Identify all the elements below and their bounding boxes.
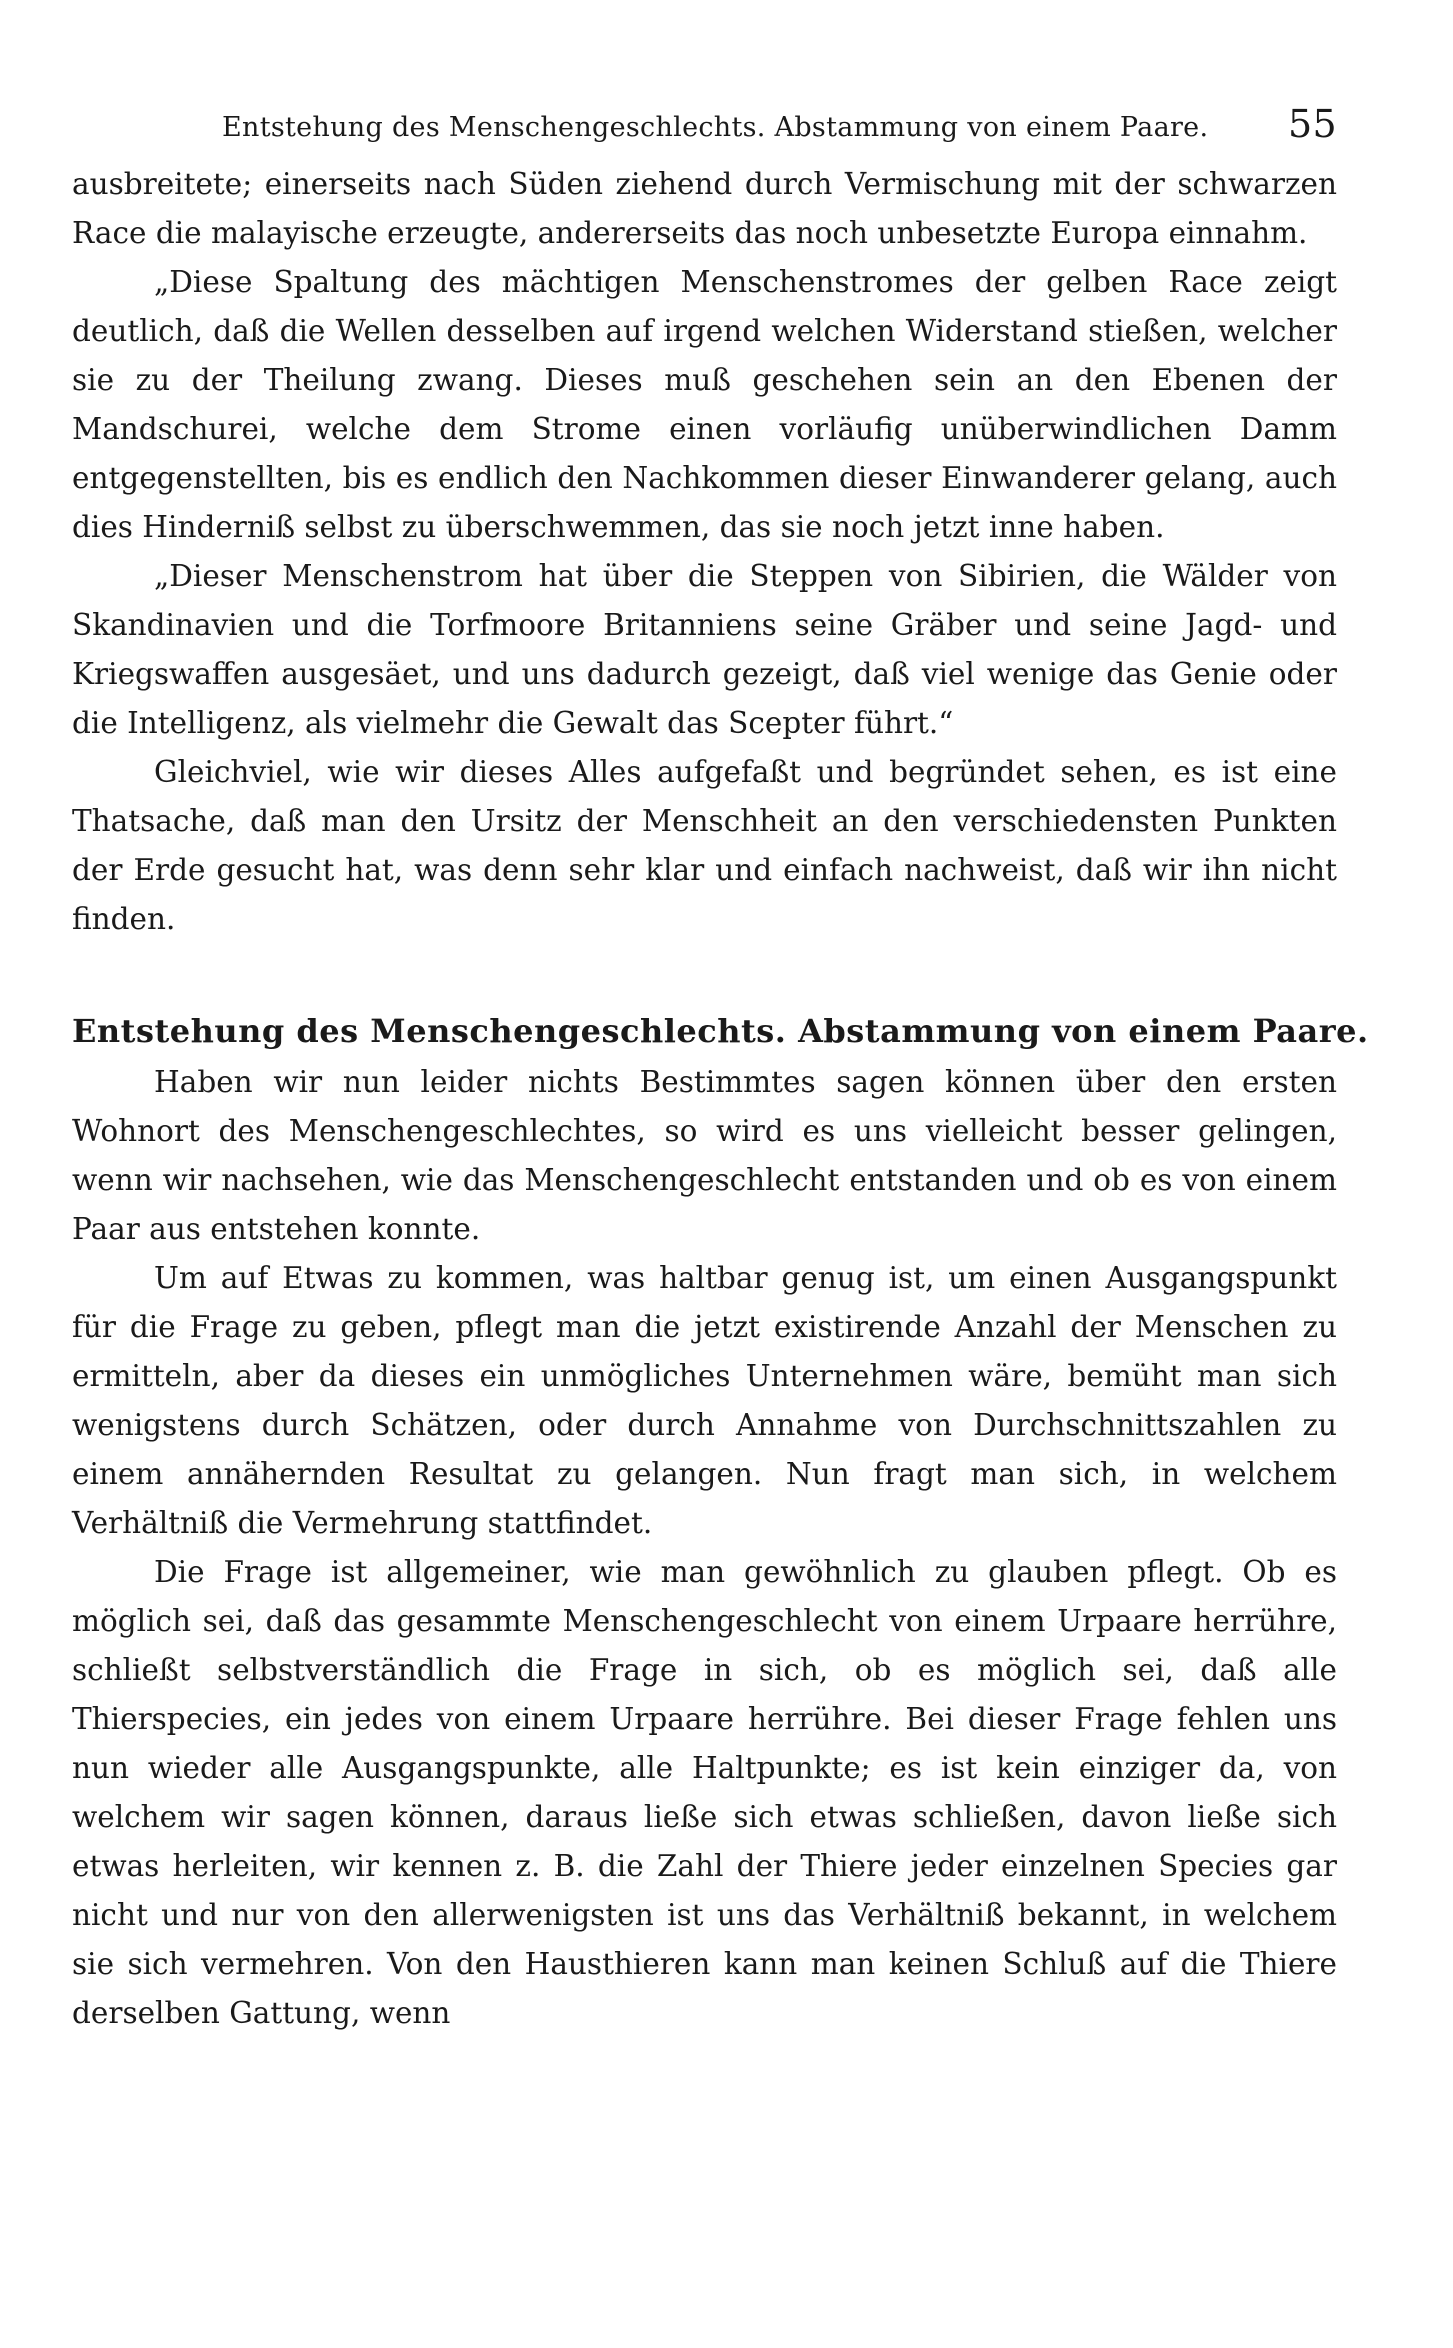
- paragraph: Um auf Etwas zu kommen, was haltbar genug ist, um einen Ausgangspunkt für die Frage zu geben, pflegt man die jetzt existirende Anzahl der Menschen zu ermitteln, aber da dieses ein unmögliches Unternehmen wäre, bemüht man sich wenigstens durch Schätzen, oder durch Annahme von Durchschnittszahlen zu einem annähernden Resultat zu gelangen. Nun fragt man sich, in welchem Verhältniß die Vermehrung stattfindet.: [72, 1261, 1337, 1540]
- section-heading: Entstehung des Menschengeschlechts. Abstammung von einem Paare.: [72, 1012, 1369, 1050]
- paragraph: Haben wir nun leider nichts Bestimmtes sagen können über den ersten Wohnort des Menschengeschlechtes, so wird es uns vielleicht besser gelingen, wenn wir nachsehen, wie das Menschengeschlecht entstanden und ob es von einem Paar aus entstehen konnte.: [72, 1065, 1337, 1246]
- paragraph: „Dieser Menschenstrom hat über die Steppen von Sibirien, die Wälder von Skandinavien und die Torfmoore Britanniens seine Gräber und seine Jagd- und Kriegswaffen ausgesäet, und uns dadurch gezeigt, daß viel wenige das Genie oder die Intelligenz, als vielmehr die Gewalt das Scepter führt.“: [72, 559, 1337, 740]
- paragraph: „Diese Spaltung des mächtigen Menschenstromes der gelben Race zeigt deutlich, daß die Wellen desselben auf irgend welchen Widerstand stießen, welcher sie zu der Theilung zwang. Dieses muß geschehen sein an den Ebenen der Mandschurei, welche dem Strome einen vorläufig unüberwindlichen Damm entgegenstellten, bis es endlich den Nachkommen dieser Einwanderer gelang, auch dies Hinderniß selbst zu überschwemmen, das sie noch jetzt inne haben.: [72, 265, 1337, 544]
- running-title: Entstehung des Menschengeschlechts. Abstammung von einem Paare.: [222, 112, 1209, 143]
- paragraph: Die Frage ist allgemeiner, wie man gewöhnlich zu glauben pflegt. Ob es möglich sei, daß das gesammte Menschengeschlecht von einem Urpaare herrühre, schließt selbstverständlich die Frage in sich, ob es möglich sei, daß alle Thierspecies, ein jedes von einem Urpaare herrühre. Bei dieser Frage fehlen uns nun wieder alle Ausgangspunkte, alle Haltpunkte; es ist kein einziger da, von welchem wir sagen können, daraus ließe sich etwas schließen, davon ließe sich etwas herleiten, wir kennen z. B. die Zahl der Thiere jeder einzelnen Species gar nicht und nur von den allerwenigsten ist uns das Verhältniß bekannt, in welchem sie sich vermehren. Von den Hausthieren kann man keinen Schluß auf die Thiere derselben Gattung, wenn: [72, 1555, 1337, 2030]
- paragraph: Gleichviel, wie wir dieses Alles aufgefaßt und begründet sehen, es ist eine Thatsache, daß man den Ursitz der Menschheit an den verschiedensten Punkten der Erde gesucht hat, was denn sehr klar und einfach nachweist, daß wir ihn nicht finden.: [72, 755, 1337, 936]
- page-number: 55: [1288, 102, 1337, 146]
- paragraph: ausbreitete; einerseits nach Süden ziehend durch Vermischung mit der schwarzen Race die malayische erzeugte, andererseits das noch unbesetzte Europa einnahm.: [72, 167, 1337, 250]
- book-page: [72, 100, 1369, 2038]
- section-continuation: [72, 160, 1337, 944]
- running-header: [72, 100, 1337, 160]
- section-body: [72, 1058, 1337, 2038]
